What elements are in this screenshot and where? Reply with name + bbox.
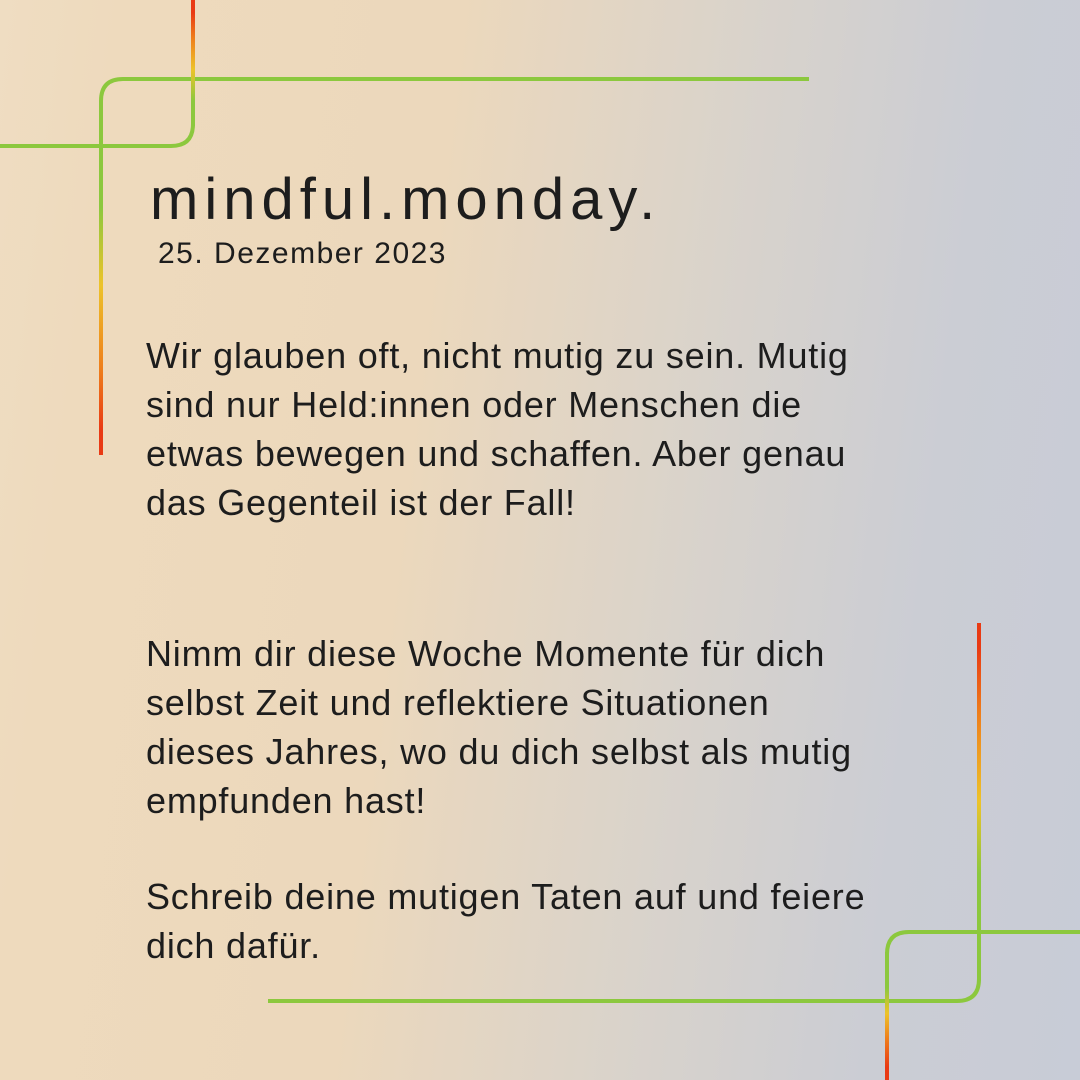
top-left-line-horizontal-long [101, 79, 809, 112]
bottom-right-line-horizontal-long [268, 968, 979, 1001]
text-line: Nimm dir diese Woche Momente für dich [146, 633, 826, 674]
text-line: empfunden hast! [146, 780, 427, 821]
text-line: dieses Jahres, wo du dich selbst als mutig [146, 731, 852, 772]
text-line: etwas bewegen und schaffen. Aber genau [146, 433, 847, 474]
text-line: selbst Zeit und reflektiere Situationen [146, 682, 770, 723]
text-line: das Gegenteil ist der Fall! [146, 482, 576, 523]
paragraph-weekly-task [146, 629, 852, 825]
text-line: dich dafür. [146, 925, 321, 966]
text-line: Schreib deine mutigen Taten auf und feiere [146, 876, 866, 917]
text-line: Wir glauben oft, nicht mutig zu sein. Mutig [146, 335, 849, 376]
paragraph-courage-belief [146, 331, 849, 527]
post-date: 25. Dezember 2023 [158, 237, 447, 270]
top-left-line-horizontal-short [0, 124, 193, 146]
bottom-right-line-horizontal-short [887, 932, 1080, 954]
paragraph-write-down [146, 872, 865, 970]
page-title: mindful.monday. [150, 167, 662, 232]
text-line: sind nur Held:innen oder Menschen die [146, 384, 802, 425]
